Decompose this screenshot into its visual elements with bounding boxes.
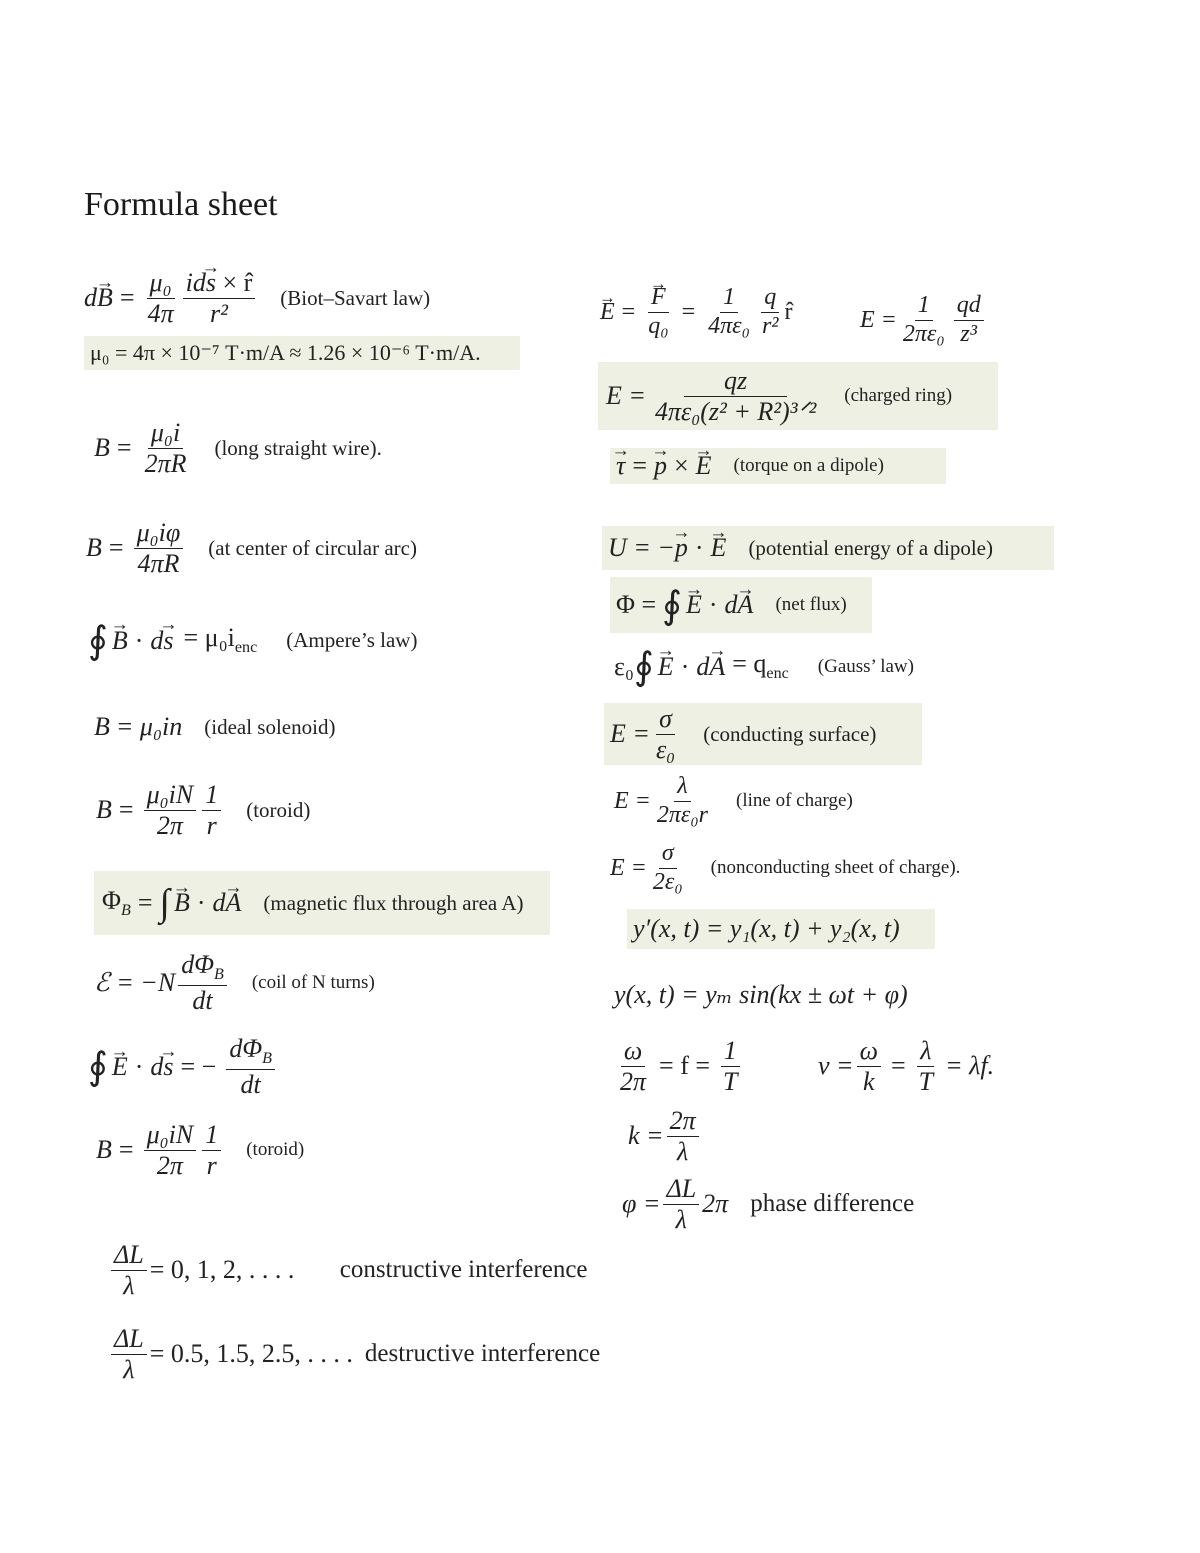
conducting-surface-formula: E = $\frac{\sigma}{\text{ε₀}}$ (conducting surface) [604, 703, 922, 765]
permeability-constant: μ₀ = 4π × 10⁻⁷ T·m/A ≈ 1.26 × 10⁻⁶ T·m/A. [84, 336, 520, 370]
page-title: Formula sheet [84, 186, 278, 223]
angular-frequency-formula: $\frac{\omega}{2\pi}$ = f = $\frac{1}{T}$ [614, 1036, 743, 1097]
nonconducting-sheet-formula: E = $\frac{\sigma}{\text{2ε₀}}$ (nonconducting sheet of charge). [610, 840, 961, 895]
dipole-energy-formula: U = − → p · → E (potential energy of a dipole) [602, 526, 1054, 570]
circular-arc-formula: B = $\frac{\text{μ₀iφ}}{4\pi R}$ (at center of circular arc) [86, 518, 417, 578]
coulomb-field-formula: → E = → $\frac{F}{\text{q₀}}$ = $\frac{1}{\text{4πε₀}}$ $\frac{q}{\text{r²}}$ r̂ [600, 284, 792, 340]
long-wire-formula: B = $\frac{\text{μ₀i}}{2\pi R}$ (long straight wire). [94, 418, 382, 478]
wave-speed-formula: v = $\frac{\omega}{k}$ = $\frac{\lambda}{T}$ = λf. [818, 1036, 995, 1096]
gauss-law-formula: ε₀ ∮ → E · d → A = $q_{enc}$ (Gauss’ law) [614, 644, 914, 689]
phase-difference-formula: φ = $\frac{\Delta L}{\lambda}$ 2π phase difference [622, 1174, 915, 1234]
faraday-coil-formula: ℰ = −N $\frac{d\Phi_B}{dt}$ (coil of N turns) [94, 950, 375, 1015]
line-charge-formula: E = $\frac{\lambda}{\text{2πε₀r}}$ (line of charge) [614, 773, 853, 828]
formula-label: (Biot–Savart law) [280, 285, 431, 310]
toroid-formula: B = $\frac{\text{μ₀iN}}{2\pi}$ $\frac{1}{r}$ (toroid) [96, 780, 311, 840]
wave-equation-formula: y(x, t) = yₘ sin(kx ± ωt + φ) [614, 980, 908, 1009]
magnetic-flux-formula: $\Phi_B$ = ∫ → B · d → A (magnetic flux through area A) [94, 871, 550, 935]
biot-savart-formula: d→ B = $\frac{\text{μ₀}}{4\pi}$ $\frac{id\to s \times r̂}{\text{r²}}$ (Biot–Savart law) [84, 268, 430, 329]
ampere-law-formula: ∮ → B · d → s = $\mu_0i_{enc}$ (Ampere’s law) [88, 618, 417, 663]
constructive-interference-formula: $\frac{\Delta L}{\lambda}$ = 0, 1, 2, . . . . constructive interference [108, 1240, 588, 1301]
superposition-formula: y′(x, t) = y₁(x, t) + y₂(x, t) [627, 909, 935, 949]
net-flux-formula: Φ = ∮ → E · d → A (net flux) [610, 577, 872, 633]
destructive-interference-formula: $\frac{\Delta L}{\lambda}$ = 0.5, 1.5, 2.5, . . . . destructive interference [108, 1324, 600, 1385]
toroid-formula-repeat: B = $\frac{\text{μ₀iN}}{2\pi}$ $\frac{1}{r}$ (toroid) [96, 1120, 305, 1180]
solenoid-formula: B = μ₀in (ideal solenoid) [94, 712, 336, 741]
dipole-torque-formula: → τ = → p × → E (torque on a dipole) [610, 448, 946, 484]
charged-ring-formula: E = $\frac{qz}{\text{4πε₀(z² + R²)³ᐟ²}}$ (charged ring) [598, 362, 998, 430]
faraday-law-formula: ∮ → E · d → s = − $\frac{d\Phi_B}{dt}$ [88, 1034, 278, 1100]
wave-number-formula: k = $\frac{2\pi}{\lambda}$ [628, 1106, 702, 1167]
dipole-field-formula: E = $\frac{1}{\text{2πε₀}}$ $\frac{qd}{\text{z³}}$ [860, 292, 987, 348]
